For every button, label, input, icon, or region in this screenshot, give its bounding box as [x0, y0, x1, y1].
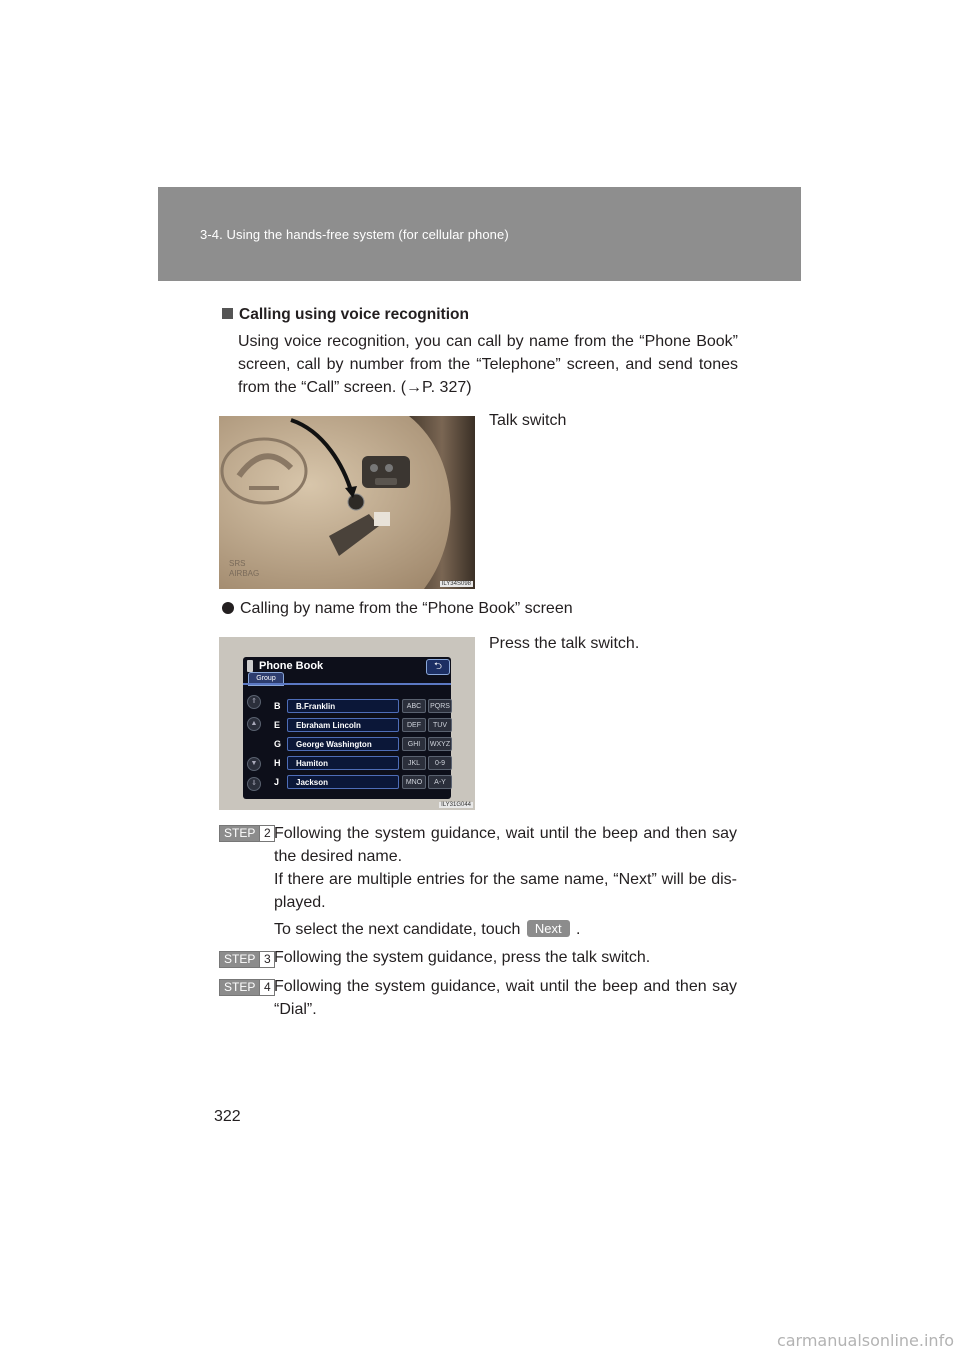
step3-text: Following the system guidance, press the talk switch.	[274, 949, 651, 966]
index-letter: B	[274, 701, 281, 711]
index-key[interactable]: JKL	[402, 756, 426, 770]
step-line: Following the system guidance, wait until the beep and then say	[274, 825, 737, 842]
square-bullet-icon	[222, 308, 233, 319]
header-band	[158, 187, 801, 281]
contact-name-button[interactable]: George Washington	[287, 737, 399, 751]
contact-name-button[interactable]: B.Franklin	[287, 699, 399, 713]
round-bullet-icon	[222, 602, 234, 614]
list-item[interactable]	[243, 756, 451, 771]
step-label: STEP	[220, 826, 259, 841]
contact-name-button[interactable]: Jackson	[287, 775, 399, 789]
heading-text: Calling using voice recognition	[239, 306, 469, 323]
steering-wheel-photo	[219, 416, 475, 589]
step-badge-2	[219, 825, 275, 842]
scroll-up-icon[interactable]: ▲	[247, 717, 261, 731]
phone-book-title: Phone Book	[259, 660, 324, 672]
image-code: ILY31G044	[441, 802, 471, 808]
index-key[interactable]: ABC	[402, 699, 426, 713]
step-label: STEP	[220, 952, 259, 967]
list-item[interactable]	[243, 699, 451, 714]
index-key[interactable]: PQRS	[428, 699, 452, 713]
section-heading	[222, 306, 469, 324]
image-code: ILY34S098	[441, 581, 471, 587]
step-line: played.	[274, 894, 326, 911]
index-key[interactable]: MNO	[402, 775, 426, 789]
svg-text:SRS: SRS	[229, 559, 246, 568]
step-number: 4	[259, 980, 274, 995]
index-key[interactable]: DEF	[402, 718, 426, 732]
svg-text:AIRBAG: AIRBAG	[229, 569, 260, 578]
step-line	[274, 918, 737, 941]
index-letter: G	[274, 739, 282, 749]
watermark: carmanualsonline.info	[776, 1331, 954, 1350]
phone-book-display	[243, 657, 451, 799]
index-key[interactable]: A-Y	[428, 775, 452, 789]
index-key[interactable]: 0-9	[428, 756, 452, 770]
group-tab[interactable]: Group	[248, 672, 284, 686]
phone-icon	[247, 660, 253, 672]
index-key[interactable]: TUV	[428, 718, 452, 732]
phone-book-screen-image	[219, 637, 475, 810]
step-badge-4	[219, 979, 275, 996]
intro-line: from the “Call” screen. (→P. 327)	[238, 379, 472, 396]
step-line: If there are multiple entries for the same name, “Next” will be dis-	[274, 871, 737, 888]
step-line: “Dial”.	[274, 1001, 317, 1018]
tab-divider	[243, 683, 451, 690]
bullet-text: Calling by name from the “Phone Book” screen	[240, 600, 573, 617]
step1-text: Press the talk switch.	[489, 635, 640, 652]
step-line-text: To select the next candidate, touch	[274, 921, 521, 938]
contact-name-button[interactable]: Hamiton	[287, 756, 399, 770]
scroll-down-icon[interactable]: ▼	[247, 757, 261, 771]
bullet-item	[222, 600, 573, 618]
intro-line: Using voice recognition, you can call by name from the “Phone Book”	[238, 333, 738, 350]
list-item[interactable]	[243, 775, 451, 790]
index-letter: J	[274, 777, 280, 787]
index-key[interactable]: GHI	[402, 737, 426, 751]
step-label: STEP	[220, 980, 259, 995]
list-item[interactable]	[243, 718, 451, 733]
scroll-bottom-icon[interactable]: ⇓	[247, 777, 261, 791]
next-button[interactable]: Next	[527, 920, 570, 937]
index-letter: H	[274, 758, 281, 768]
step-number: 2	[259, 826, 274, 841]
index-letter: E	[274, 720, 281, 730]
intro-paragraph	[238, 330, 738, 399]
page-number: 322	[214, 1108, 241, 1125]
index-key[interactable]: WXYZ	[428, 737, 452, 751]
step4-text	[274, 975, 737, 1021]
contact-name-button[interactable]: Ebraham Lincoln	[287, 718, 399, 732]
step-line: the desired name.	[274, 848, 403, 865]
step-line-text: .	[576, 921, 581, 938]
talk-switch-caption: Talk switch	[489, 412, 567, 429]
step-number: 3	[259, 952, 274, 967]
scroll-top-icon[interactable]: ⇑	[247, 695, 261, 709]
step-badge-3	[219, 951, 275, 968]
section-title: 3-4. Using the hands-free system (for cellular phone)	[200, 227, 509, 242]
step2-text	[274, 822, 737, 941]
back-button[interactable]: ⮌	[426, 659, 450, 675]
list-item[interactable]	[243, 737, 451, 752]
step-line: Following the system guidance, wait until the beep and then say	[274, 978, 737, 995]
intro-line: screen, call by number from the “Telephone” screen, and send tones	[238, 356, 738, 373]
